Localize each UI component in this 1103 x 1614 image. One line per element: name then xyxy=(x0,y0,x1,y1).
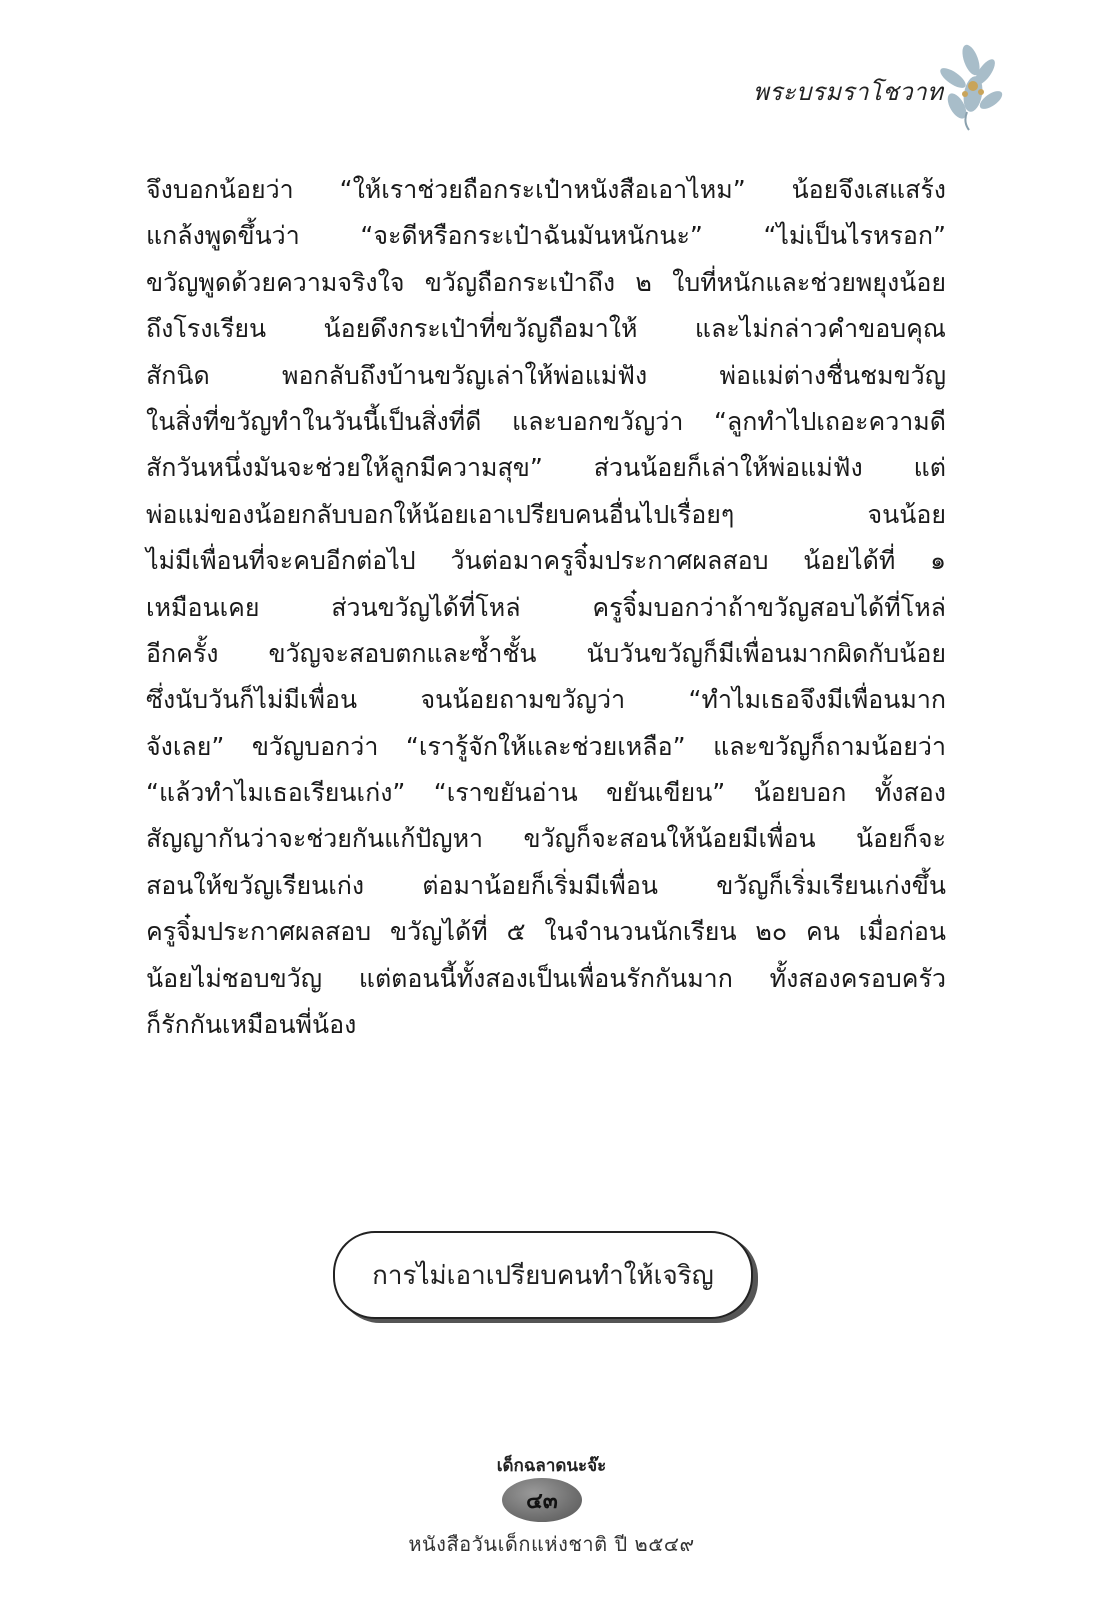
story-line: สอนให้ขวัญเรียนเก่ง ต่อมาน้อยก็เริ่มมีเพื่อน ขวัญก็เริ่มเรียนเก่งขึ้น xyxy=(146,870,946,900)
story-line: สักวันหนึ่งมันจะช่วยให้ลูกมีความสุข” ส่วนน้อยก็เล่าให้พ่อแม่ฟัง แต่ xyxy=(146,453,946,483)
story-line: อีกครั้ง ขวัญจะสอบตกและซ้ำชั้น นับวันขวัญก็มีเพื่อนมากผิดกับน้อย xyxy=(146,638,946,668)
story-line: ขวัญพูดด้วยความจริงใจ ขวัญถือกระเป๋าถึง ๒ ใบที่หนักและช่วยพยุงน้อย xyxy=(146,267,946,297)
moral-box xyxy=(333,1231,753,1319)
page-number: ๔๓ xyxy=(526,1488,558,1514)
story-line: ในสิ่งที่ขวัญทำในวันนี้เป็นสิ่งที่ดี และบอกขวัญว่า “ลูกทำไปเถอะความดี xyxy=(146,406,946,436)
moral-text: การไม่เอาเปรียบคนทำให้เจริญ xyxy=(372,1260,714,1291)
footer-book-title: หนังสือวันเด็กแห่งชาติ ปี ๒๕๔๙ xyxy=(408,1532,695,1556)
story-line: ถึงโรงเรียน น้อยดึงกระเป๋าที่ขวัญถือมาให้ และไม่กล่าวคำขอบคุณ xyxy=(146,314,946,344)
story-line: พ่อแม่ของน้อยกลับบอกให้น้อยเอาเปรียบคนอื่นไปเรื่อยๆ จนน้อย xyxy=(146,499,946,529)
footer-series-title: เด็กฉลาดนะจ๊ะ xyxy=(496,1456,607,1476)
story-line: จังเลย” ขวัญบอกว่า “เรารู้จักให้และช่วยเหลือ” และขวัญก็ถามน้อยว่า xyxy=(146,731,946,761)
header-title: พระบรมราโชวาท xyxy=(753,78,944,106)
page-number-badge xyxy=(502,1478,582,1522)
story-body xyxy=(146,167,946,1048)
story-line: “แล้วทำไมเธอเรียนเก่ง” “เราขยันอ่าน ขยันเขียน” น้อยบอก ทั้งสอง xyxy=(146,778,946,808)
story-line: ซึ่งนับวันก็ไม่มีเพื่อน จนน้อยถามขวัญว่า “ทำไมเธอจึงมีเพื่อนมาก xyxy=(146,685,946,715)
story-line: ก็รักกันเหมือนพี่น้อง xyxy=(146,1010,357,1040)
story-line: แกล้งพูดขึ้นว่า “จะดีหรือกระเป๋าฉันมันหนักนะ” “ไม่เป็นไรหรอก” xyxy=(146,221,946,251)
story-line: สัญญากันว่าจะช่วยกันแก้ปัญหา ขวัญก็จะสอนให้น้อยมีเพื่อน น้อยก็จะ xyxy=(146,824,946,854)
story-line: สักนิด พอกลับถึงบ้านขวัญเล่าให้พ่อแม่ฟัง พ่อแม่ต่างชื่นชมขวัญ xyxy=(146,360,946,390)
story-line: จึงบอกน้อยว่า “ให้เราช่วยถือกระเป๋าหนังสือเอาไหม” น้อยจึงเสแสร้ง xyxy=(146,175,946,204)
story-line: ไม่มีเพื่อนที่จะคบอีกต่อไป วันต่อมาครูจิ๋มประกาศผลสอบ น้อยได้ที่ ๑ xyxy=(146,546,946,576)
flower-ornament-icon xyxy=(923,42,1003,132)
story-line: ครูจิ๋มประกาศผลสอบ ขวัญได้ที่ ๕ ในจำนวนนักเรียน ๒๐ คน เมื่อก่อน xyxy=(146,917,946,947)
header-ornament xyxy=(753,42,1003,132)
story-line: น้อยไม่ชอบขวัญ แต่ตอนนี้ทั้งสองเป็นเพื่อนรักกันมาก ทั้งสองครอบครัว xyxy=(146,963,946,993)
story-line: เหมือนเคย ส่วนขวัญได้ที่โหล่ ครูจิ๋มบอกว่าถ้าขวัญสอบได้ที่โหล่ xyxy=(146,592,946,622)
footer xyxy=(0,1448,1103,1598)
